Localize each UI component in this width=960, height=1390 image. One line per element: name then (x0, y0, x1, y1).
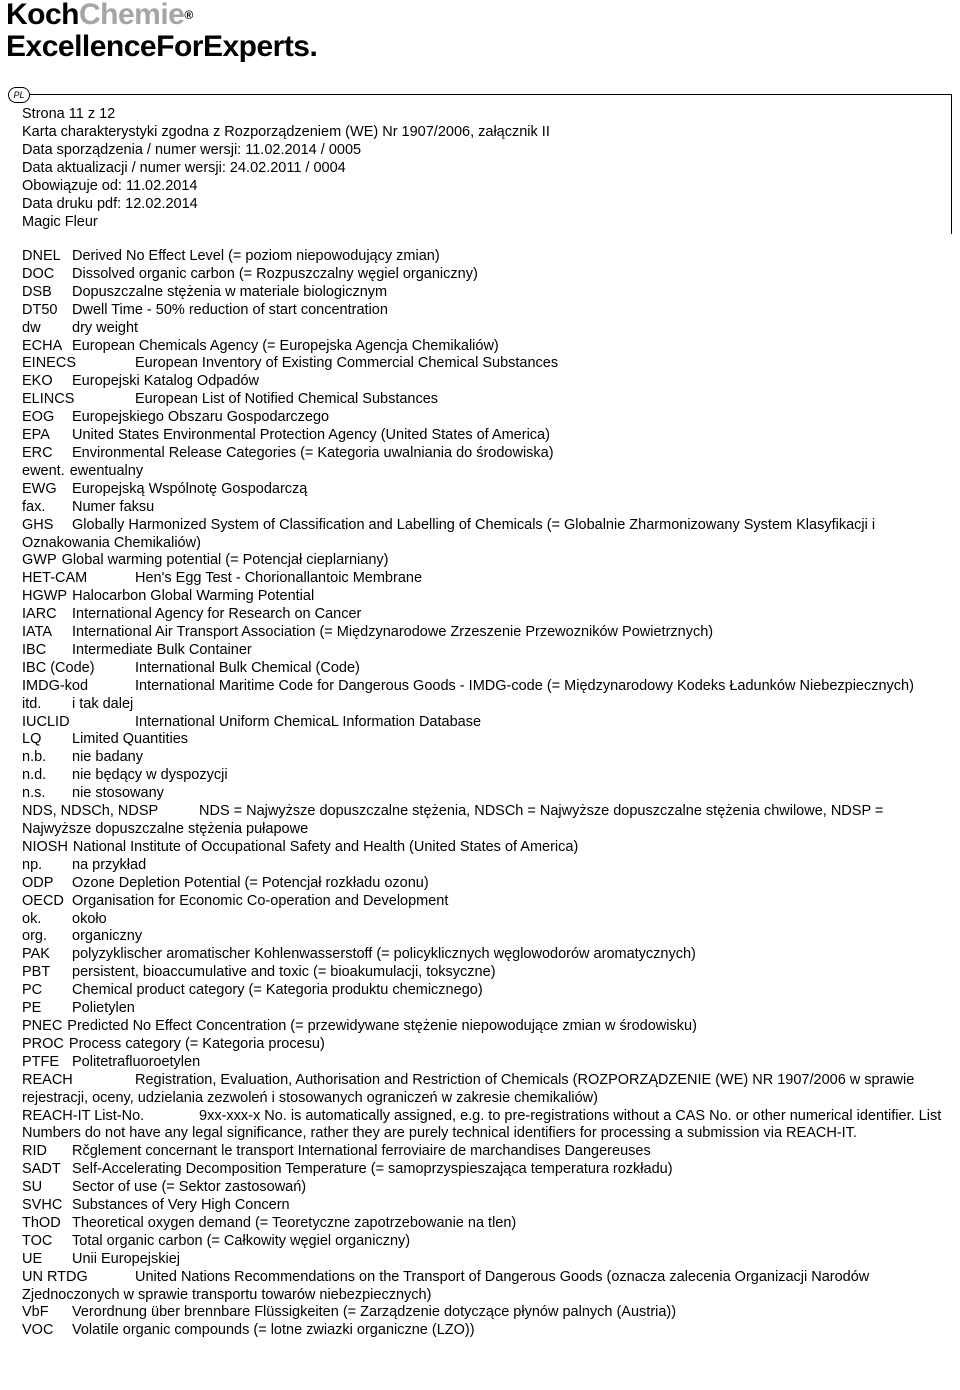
abbreviation-term: HET-CAM (22, 570, 88, 587)
abbreviation-description: nie badany (72, 749, 143, 766)
abbreviation-list (22, 248, 942, 1340)
abbreviation-term: ewent. (22, 462, 65, 479)
product-name: Magic Fleur (22, 214, 98, 230)
abbreviation-term: ERC (22, 444, 53, 461)
abbreviation-description: Registration, Evaluation, Authorisation and Restriction of Chemicals (ROZPORZĄDZENIE (WE) NR 1907/2006 w sprawie rejestracji, oceny, udzielania zezwoleń i stosowanych ograniczeń w zakresie chemikaliów) (22, 1071, 915, 1106)
abbreviation-description: i tak dalej (72, 695, 134, 712)
abbreviation-term: ELINCS (22, 391, 75, 408)
abbreviation-entry (22, 642, 942, 660)
abbreviation-term: SADT (22, 1161, 61, 1178)
abbreviation-description: Environmental Release Categories (= Kategoria uwalniania do środowiska) (72, 444, 554, 461)
abbreviation-term: IBC (Code) (22, 659, 95, 676)
abbreviation-entry (22, 1161, 942, 1179)
sheet-title: Karta charakterystyki zgodna z Rozporządzeniem (WE) Nr 1907/2006, załącznik II (22, 124, 550, 140)
abbreviation-description: United Nations Recommendations on the Transport of Dangerous Goods (oznacza zalecenia Organizacji Narodów Zjednoczonych w sprawie transportu towarów niebezpiecznych) (22, 1268, 870, 1303)
abbreviation-description: 9xx-xxx-x No. is automatically assigned, e.g. to pre-registrations without a CAS No. or other numerical identifier. List Numbers do not have any legal significance, rather they are purely technical identifiers for processing a submission via REACH-IT. (22, 1107, 942, 1142)
abbreviation-term: VbF (22, 1304, 49, 1321)
abbreviation-description: Politetrafluoroetylen (72, 1053, 201, 1070)
abbreviation-description: Rčglement concernant le transport International ferroviaire de marchandises Dangereuses (72, 1143, 651, 1160)
abbreviation-entry (22, 1233, 942, 1251)
abbreviation-description: Halocarbon Global Warming Potential (72, 588, 315, 605)
abbreviation-term: REACH-IT List-No. (22, 1107, 145, 1124)
abbreviation-entry (22, 409, 942, 427)
abbreviation-term: NIOSH (22, 838, 68, 855)
abbreviation-entry (22, 964, 942, 982)
abbreviation-entry (22, 1036, 942, 1054)
abbreviation-term: ODP (22, 874, 54, 891)
abbreviation-term: EWG (22, 480, 57, 497)
abbreviation-entry (22, 928, 942, 946)
abbreviation-description: International Agency for Research on Cancer (72, 606, 362, 623)
abbreviation-description: European Inventory of Existing Commercial Chemical Substances (135, 355, 559, 372)
abbreviation-term: n.s. (22, 785, 46, 802)
abbreviation-entry (22, 982, 942, 1000)
abbreviation-entry (22, 1322, 942, 1340)
abbreviation-entry (22, 1072, 942, 1108)
abbreviation-term: IMDG-kod (22, 677, 89, 694)
abbreviation-entry (22, 355, 942, 373)
abbreviation-entry (22, 481, 942, 499)
abbreviation-description: organiczny (72, 928, 143, 945)
abbreviation-term: IUCLID (22, 713, 70, 730)
abbreviation-term: TOC (22, 1232, 53, 1249)
abbreviation-term: PNEC (22, 1017, 63, 1034)
abbreviation-entry (22, 1018, 942, 1036)
abbreviation-entry (22, 338, 942, 356)
abbreviation-term: org. (22, 928, 47, 945)
abbreviation-entry (22, 1269, 942, 1305)
abbreviation-entry (22, 803, 942, 839)
abbreviation-description: Derived No Effect Level (= poziom niepowodujący zmian) (72, 248, 440, 264)
abbreviation-term: DNEL (22, 248, 61, 264)
abbreviation-entry (22, 624, 942, 642)
abbreviation-description: Intermediate Bulk Container (72, 641, 252, 658)
abbreviation-description: nie stosowany (72, 785, 164, 802)
abbreviation-term: n.b. (22, 749, 47, 766)
abbreviation-entry (22, 445, 942, 463)
abbreviation-description: National Institute of Occupational Safety and Health (United States of America) (72, 838, 579, 855)
abbreviation-term: PC (22, 982, 43, 999)
abbreviation-term: PE (22, 1000, 42, 1017)
abbreviation-description: Ozone Depletion Potential (= Potencjał rozkładu ozonu) (72, 874, 429, 891)
abbreviation-description: polyzyklischer aromatischer Kohlenwasserstoff (= policyklicznych węglowodorów aromatycznych) (72, 946, 696, 963)
abbreviation-description: ewentualny (69, 462, 144, 479)
abbreviation-term: fax. (22, 498, 46, 515)
abbreviation-entry (22, 1054, 942, 1072)
abbreviation-term: dw (22, 319, 41, 336)
abbreviation-term: UE (22, 1250, 43, 1267)
created-date: Data sporządzenia / numer wersji: 11.02.2014 / 0005 (22, 142, 362, 158)
abbreviation-entry (22, 463, 942, 481)
abbreviation-term: HGWP (22, 588, 68, 605)
abbreviation-description: Process category (= Kategoria procesu) (68, 1035, 325, 1052)
language-badge: PL (8, 87, 30, 103)
abbreviation-description: Europejską Wspólnotę Gospodarczą (72, 480, 308, 497)
document-header (22, 105, 550, 231)
abbreviation-description: International Bulk Chemical (Code) (135, 659, 360, 676)
abbreviation-entry (22, 248, 942, 266)
logo-brand (6, 0, 317, 30)
abbreviation-description: Predicted No Effect Concentration (= przewidywane stężenie niepowodujące zmian w środowisku) (67, 1017, 697, 1034)
pdf-print-date: Data druku pdf: 12.02.2014 (22, 196, 198, 212)
abbreviation-term: LQ (22, 731, 42, 748)
abbreviation-entry (22, 660, 942, 678)
abbreviation-description: Self-Accelerating Decomposition Temperature (= samoprzyspieszająca temperatura rozkładu) (72, 1161, 673, 1178)
logo-registered: ® (184, 8, 193, 22)
page-number: Strona 11 z 12 (22, 106, 116, 122)
abbreviation-entry (22, 714, 942, 732)
abbreviation-term: DOC (22, 265, 55, 282)
abbreviation-entry (22, 1197, 942, 1215)
abbreviation-term: DSB (22, 283, 52, 300)
abbreviation-term: UN RTDG (22, 1268, 88, 1285)
abbreviation-entry (22, 1108, 942, 1144)
abbreviation-description: nie będący w dyspozycji (72, 767, 228, 784)
abbreviation-description: Europejskiego Obszaru Gospodarczego (72, 409, 330, 426)
abbreviation-entry (22, 499, 942, 517)
abbreviation-term: ECHA (22, 337, 63, 354)
abbreviation-entry (22, 284, 942, 302)
abbreviation-entry (22, 839, 942, 857)
abbreviation-description: Unii Europejskiej (72, 1250, 180, 1267)
header-frame-right (951, 94, 952, 234)
abbreviation-entry (22, 266, 942, 284)
abbreviation-entry (22, 696, 942, 714)
abbreviation-term: IARC (22, 606, 57, 623)
abbreviation-description: International Maritime Code for Dangerous Goods - IMDG-code (= Międzynarodowy Kodeks Ładunków Niebezpiecznych) (135, 677, 914, 694)
abbreviation-entry (22, 731, 942, 749)
abbreviation-description: Global warming potential (= Potencjał cieplarniany) (61, 552, 389, 569)
abbreviation-entry (22, 767, 942, 785)
abbreviation-description: International Uniform ChemicaL Information Database (135, 713, 482, 730)
abbreviation-term: PAK (22, 946, 50, 963)
abbreviation-term: SU (22, 1179, 43, 1196)
abbreviation-description: NDS = Najwyższe dopuszczalne stężenia, NDSCh = Najwyższe dopuszczalne stężenia chwilowe, NDSP = Najwyższe dopuszczalne stężenia pułapowe (22, 803, 884, 837)
abbreviation-term: OECD (22, 892, 64, 909)
abbreviation-entry (22, 552, 942, 570)
abbreviation-term: IBC (22, 641, 47, 658)
abbreviation-entry (22, 678, 942, 696)
abbreviation-term: n.d. (22, 767, 47, 784)
abbreviation-term: EKO (22, 373, 53, 390)
abbreviation-entry (22, 911, 942, 929)
abbreviation-entry (22, 1179, 942, 1197)
abbreviation-term: EOG (22, 409, 55, 426)
valid-from: Obowiązuje od: 11.02.2014 (22, 178, 198, 194)
abbreviation-entry (22, 606, 942, 624)
abbreviation-entry (22, 517, 942, 553)
abbreviation-term: GWP (22, 552, 57, 569)
abbreviation-entry (22, 1251, 942, 1269)
abbreviation-description: na przykład (72, 856, 147, 873)
abbreviation-entry (22, 749, 942, 767)
abbreviation-entry (22, 893, 942, 911)
abbreviation-entry (22, 427, 942, 445)
abbreviation-entry (22, 570, 942, 588)
abbreviation-description: Globally Harmonized System of Classification and Labelling of Chemicals (= Globalnie Zharmonizowany System Klasyfikacji i Oznakowania Chemikaliów) (22, 516, 876, 551)
abbreviation-description: Dopuszczalne stężenia w materiale biologicznym (72, 283, 388, 300)
abbreviation-description: Sector of use (= Sektor zastosowań) (72, 1179, 307, 1196)
abbreviation-description: persistent, bioaccumulative and toxic (= bioakumulacji, toksyczne) (72, 964, 496, 981)
updated-date: Data aktualizacji / numer wersji: 24.02.2011 / 0004 (22, 160, 346, 176)
abbreviation-entry (22, 320, 942, 338)
logo-brand-black: Koch (6, 0, 79, 31)
abbreviation-description: European Chemicals Agency (= Europejska Agencja Chemikaliów) (72, 337, 499, 354)
abbreviation-description: dry weight (72, 319, 139, 336)
abbreviation-term: ThOD (22, 1214, 61, 1231)
abbreviation-description: Total organic carbon (= Całkowity węgiel organiczny) (72, 1232, 411, 1249)
abbreviation-entry (22, 875, 942, 893)
abbreviation-term: VOC (22, 1322, 54, 1339)
abbreviation-term: REACH (22, 1071, 73, 1088)
abbreviation-entry (22, 373, 942, 391)
abbreviation-description: Numer faksu (72, 498, 155, 515)
abbreviation-term: ok. (22, 910, 42, 927)
abbreviation-description: Limited Quantities (72, 731, 189, 748)
abbreviation-entry (22, 1215, 942, 1233)
abbreviation-entry (22, 391, 942, 409)
abbreviation-term: NDS, NDSCh, NDSP (22, 803, 159, 820)
abbreviation-entry (22, 588, 942, 606)
abbreviation-entry (22, 1304, 942, 1322)
abbreviation-description: International Air Transport Association (= Międzynarodowe Zrzeszenie Przewozników Powietrznych) (72, 624, 714, 641)
abbreviation-term: DT50 (22, 301, 58, 318)
abbreviation-description: Verordnung über brennbare Flüssigkeiten (= Zarządzenie dotyczące płynów palnych (Austria)) (72, 1304, 677, 1321)
abbreviation-entry (22, 1000, 942, 1018)
abbreviation-description: Hen's Egg Test - Chorionallantoic Membrane (135, 570, 423, 587)
abbreviation-entry (22, 857, 942, 875)
kochchemie-logo (6, 0, 317, 64)
abbreviation-description: Chemical product category (= Kategoria produktu chemicznego) (72, 982, 483, 999)
abbreviation-entry (22, 946, 942, 964)
abbreviation-term: RID (22, 1143, 47, 1160)
abbreviation-description: Volatile organic compounds (= lotne zwiazki organiczne (LZO)) (72, 1322, 475, 1339)
abbreviation-term: PBT (22, 964, 51, 981)
abbreviation-term: PTFE (22, 1053, 60, 1070)
logo-brand-grey: Chemie (79, 0, 185, 31)
abbreviation-entry (22, 302, 942, 320)
abbreviation-term: GHS (22, 516, 54, 533)
header-rule (8, 94, 952, 95)
logo-tagline: ExcellenceForExperts. (6, 30, 318, 63)
abbreviation-term: EPA (22, 427, 50, 444)
abbreviation-term: PROC (22, 1035, 64, 1052)
abbreviation-description: European List of Notified Chemical Substances (135, 391, 439, 408)
abbreviation-description: Polietylen (72, 1000, 135, 1017)
abbreviation-description: Europejski Katalog Odpadów (72, 373, 260, 390)
abbreviation-term: IATA (22, 624, 53, 641)
abbreviation-description: Dissolved organic carbon (= Rozpuszczalny węgiel organiczny) (72, 265, 478, 282)
abbreviation-term: SVHC (22, 1197, 63, 1214)
abbreviation-description: Substances of Very High Concern (72, 1197, 290, 1214)
abbreviation-description: około (72, 910, 107, 927)
abbreviation-description: Dwell Time - 50% reduction of start concentration (72, 301, 388, 318)
abbreviation-term: np. (22, 856, 43, 873)
abbreviation-entry (22, 785, 942, 803)
abbreviation-description: Organisation for Economic Co-operation and Development (72, 892, 449, 909)
abbreviation-description: Theoretical oxygen demand (= Teoretyczne zapotrzebowanie na tlen) (72, 1214, 517, 1231)
abbreviation-entry (22, 1143, 942, 1161)
abbreviation-description: United States Environmental Protection Agency (United States of America) (72, 427, 550, 444)
abbreviation-term: EINECS (22, 355, 76, 372)
abbreviation-term: itd. (22, 695, 42, 712)
